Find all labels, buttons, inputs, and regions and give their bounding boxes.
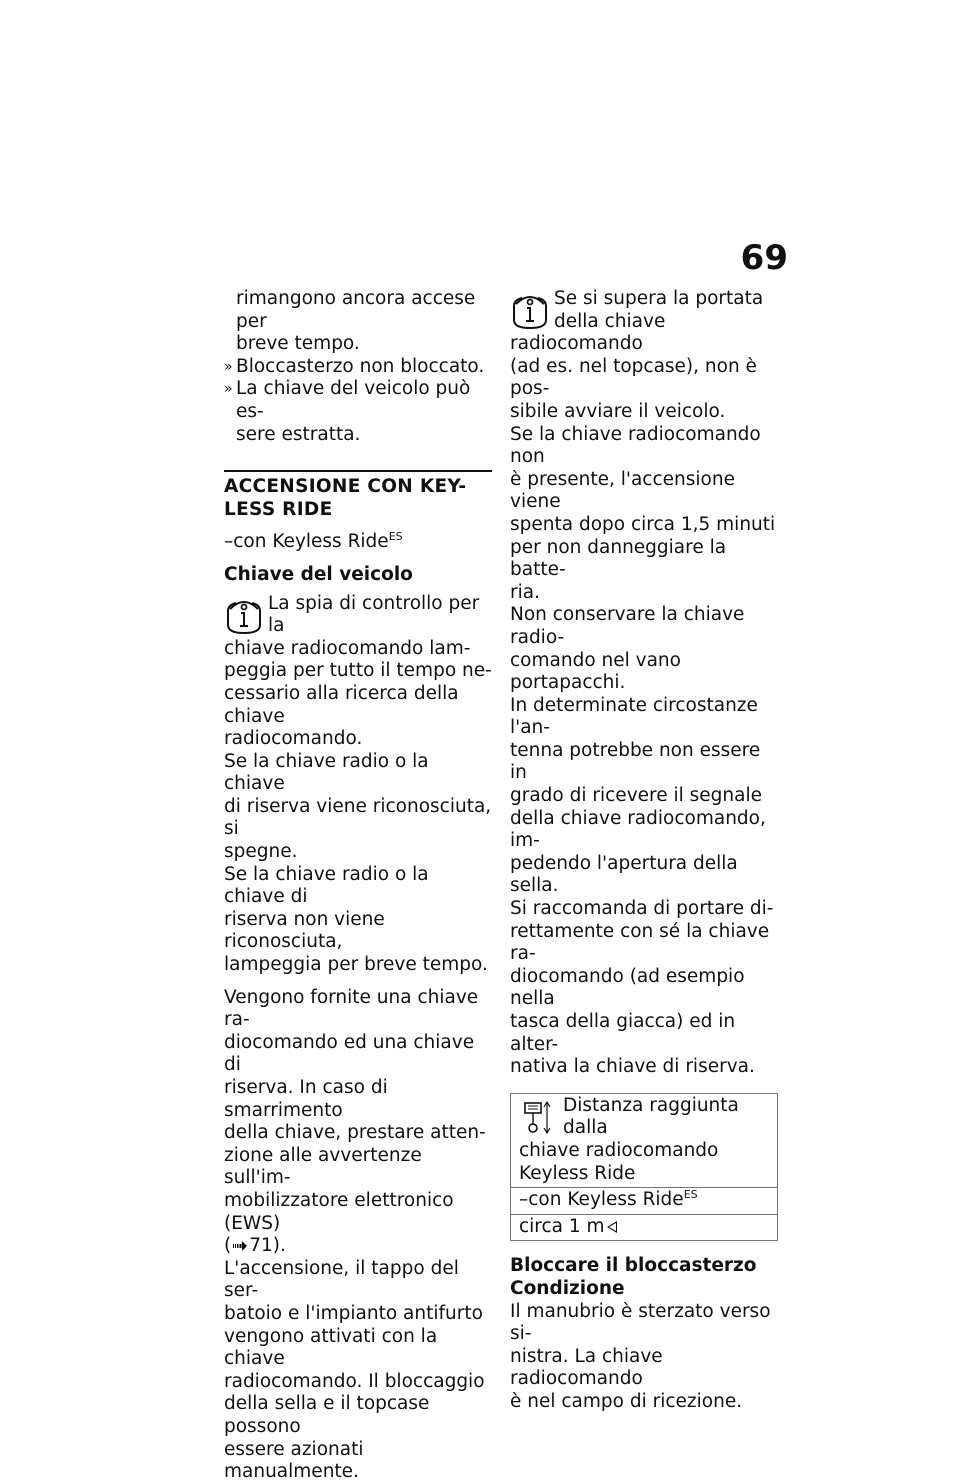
info-icon (224, 595, 264, 635)
body-line: pedendo l'apertura della sella. (510, 852, 738, 897)
body-line: zione alle avvertenze sull'im- (224, 1144, 422, 1189)
body-line: di riserva viene riconosciuta, si (224, 795, 492, 840)
info-note (224, 593, 492, 751)
body-line: Se la chiave radio o la chiave di (224, 863, 429, 908)
body-line: per non danneggiare la batte- (510, 536, 727, 581)
body-line: Se la chiave radiocomando non (510, 423, 761, 468)
body-line: riserva non viene riconosciuta, (224, 908, 385, 953)
continuation-line: breve tempo. (236, 333, 360, 355)
body-line: è presente, l'accensione viene (510, 468, 735, 513)
left-column (224, 288, 492, 1484)
body-line: tenna potrebbe non essere in (510, 739, 761, 784)
result-arrow-icon: » (224, 381, 233, 398)
body-line: della chiave, prestare atten- (224, 1122, 486, 1144)
info-note (510, 288, 778, 424)
result-item-continuation: sere estratta. (236, 423, 361, 445)
continuation-line: rimangono ancora accese per (236, 288, 476, 332)
option-code: ES (683, 1188, 698, 1201)
body-line: nativa la chiave di riserva. (510, 1056, 755, 1078)
body-line: comando nel vano portapacchi. (510, 649, 681, 694)
body-line: spenta dopo circa 1,5 minuti (510, 513, 776, 535)
body-line: In determinate circostanze l'an- (510, 694, 758, 739)
body-line: della sella e il topcase possono (224, 1393, 430, 1437)
section-divider (224, 470, 492, 472)
info-line: chiave radiocomando lam- (224, 637, 471, 659)
body-line: L'accensione, il tappo del ser- (224, 1257, 459, 1302)
body-line: lampeggia per breve tempo. (224, 954, 488, 976)
info-line: della chiave radiocomando (510, 310, 666, 355)
subheading-lock-steering: Bloccare il bloccasterzo (510, 1255, 757, 1277)
body-line: radiocomando. Il bloccaggio (224, 1370, 485, 1392)
table-title-line: Distanza raggiunta dalla (563, 1094, 739, 1139)
table-title-line: chiave radiocomando (519, 1139, 719, 1161)
subheading-condition: Condizione (510, 1277, 625, 1299)
info-icon (510, 290, 550, 330)
result-item: » Bloccasterzo non bloccato. (224, 355, 485, 377)
body-line: diocomando ed una chiave di (224, 1031, 475, 1076)
body-line: vengono attivati con la chiave (224, 1325, 438, 1370)
body-line: essere azionati manualmente. (224, 1438, 364, 1483)
result-item: » La chiave del veicolo può es- (224, 378, 471, 422)
table-title-line: Keyless Ride (519, 1162, 636, 1184)
info-line: sibile avviare il veicolo. (510, 400, 726, 422)
table-title-cell (511, 1093, 778, 1187)
right-column (510, 288, 778, 1414)
body-line: diocomando (ad esempio nella (510, 965, 745, 1010)
table-row (511, 1093, 778, 1187)
info-line: peggia per tutto il tempo ne- (224, 660, 492, 682)
page-reference-arrow-icon (233, 1241, 247, 1251)
info-line: (ad es. nel topcase), non è pos- (510, 355, 757, 400)
section-heading: LESS RIDE (224, 498, 333, 520)
distance-measure-icon (523, 1099, 553, 1135)
info-line: La spia di controllo per la (268, 592, 480, 637)
page-reference[interactable]: ( 71). (224, 1235, 286, 1257)
body-line: tasca della giacca) ed in alter- (510, 1011, 736, 1055)
body-line: ria. (510, 581, 540, 603)
body-line: della chiave radiocomando, im- (510, 807, 766, 852)
technical-data-table (510, 1093, 778, 1242)
info-line: cessario alla ricerca della chiave (224, 682, 459, 727)
result-arrow-icon: » (224, 358, 233, 375)
body-line: Il manubrio è sterzato verso si- (510, 1300, 771, 1345)
end-of-section-triangle-icon (607, 1221, 617, 1233)
body-line: batoio e l'impianto antifurto (224, 1302, 483, 1324)
option-code: ES (388, 530, 403, 544)
body-line: Se la chiave radio o la chiave (224, 750, 429, 795)
body-line: Si raccomanda di portare di- (510, 898, 774, 920)
info-line: Se si supera la portata (554, 288, 764, 309)
info-line: radiocomando. (224, 728, 363, 750)
table-row (511, 1214, 778, 1241)
body-line: rettamente con sé la chiave ra- (510, 920, 770, 965)
body-line: grado di ricevere il segnale (510, 785, 762, 807)
option-label: –con Keyless Ride$^{ES}$ (224, 530, 403, 553)
body-line: Vengono fornite una chiave ra- (224, 986, 479, 1031)
section-heading: ACCENSIONE CON KEY- (224, 476, 467, 498)
table-option-cell: –con Keyless Ride$^{ES}$ (511, 1188, 778, 1215)
table-value-cell: circa 1 m (511, 1214, 778, 1241)
body-line: nistra. La chiave radiocomando (510, 1345, 663, 1390)
body-line: spegne. (224, 841, 298, 863)
body-line: è nel campo di ricezione. (510, 1390, 743, 1412)
body-line: riserva. In caso di smarrimento (224, 1077, 388, 1121)
table-row (511, 1188, 778, 1215)
page-number: 69 (740, 238, 788, 278)
body-line: Non conservare la chiave radio- (510, 604, 745, 648)
body-line: mobilizzatore elettronico (EWS) (224, 1189, 454, 1234)
subheading-vehicle-key: Chiave del veicolo (224, 563, 413, 585)
